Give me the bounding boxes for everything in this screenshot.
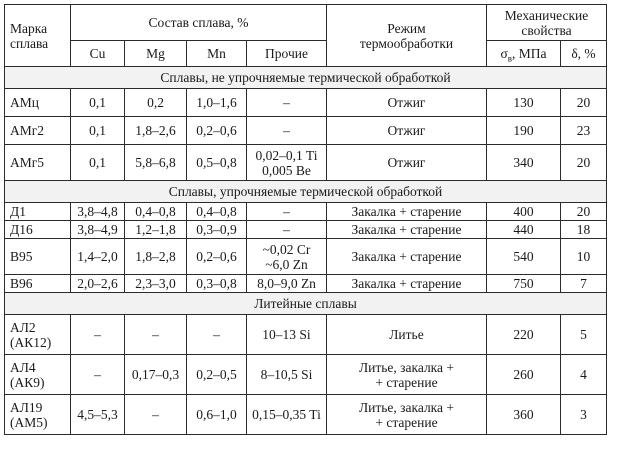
header-row-2 [5,41,607,67]
cell-other: 8,0–9,0 Zn [247,275,327,293]
cell-grade: АЛ4 (АК9) [5,355,71,395]
cell-sigma: 750 [487,275,561,293]
cell-delta: 20 [561,145,607,181]
cell-cu: – [71,355,125,395]
cell-delta: 10 [561,239,607,275]
cell-mn: – [187,315,247,355]
cell-treatment: Отжиг [327,117,487,145]
header-row-1 [5,5,607,41]
cell-grade: Д16 [5,221,71,239]
header-sigma: $\sigma_в$, МПа [487,41,561,67]
header-grade: Марка сплава [5,5,71,67]
table-row [5,89,607,117]
cell-delta: 4 [561,355,607,395]
cell-mn: 0,3–0,9 [187,221,247,239]
header-mg: Mg [125,41,187,67]
cell-mn: 0,4–0,8 [187,203,247,221]
cell-delta: 23 [561,117,607,145]
cell-treatment: Литье [327,315,487,355]
cell-sigma: 360 [487,395,561,435]
table-row [5,395,607,435]
header-composition: Состав сплава, % [71,5,327,41]
cell-mn: 0,3–0,8 [187,275,247,293]
cell-sigma: 340 [487,145,561,181]
cell-mg: 0,4–0,8 [125,203,187,221]
cell-other: ~0,02 Cr ~6,0 Zn [247,239,327,275]
table-row [5,239,607,275]
cell-delta: 3 [561,395,607,435]
section-row [5,67,607,89]
section-hardened: Сплавы, упрочняемые термической обработкой [5,181,607,203]
cell-grade: АЛ19 (АМ5) [5,395,71,435]
cell-mg: 1,2–1,8 [125,221,187,239]
cell-sigma: 400 [487,203,561,221]
cell-other: 0,15–0,35 Ti [247,395,327,435]
cell-treatment: Отжиг [327,145,487,181]
cell-mn: 0,2–0,6 [187,117,247,145]
cell-mg: – [125,395,187,435]
cell-other: – [247,203,327,221]
cell-delta: 20 [561,89,607,117]
cell-mn: 0,2–0,6 [187,239,247,275]
cell-grade: АМг2 [5,117,71,145]
cell-delta: 5 [561,315,607,355]
cell-sigma: 440 [487,221,561,239]
cell-mn: 0,6–1,0 [187,395,247,435]
cell-other: 0,02–0,1 Ti 0,005 Be [247,145,327,181]
table-row [5,145,607,181]
table-row [5,315,607,355]
cell-mg: 2,3–3,0 [125,275,187,293]
cell-mn: 1,0–1,6 [187,89,247,117]
table-row [5,117,607,145]
cell-grade: Д1 [5,203,71,221]
cell-mn: 0,2–0,5 [187,355,247,395]
cell-grade: АМц [5,89,71,117]
header-delta: δ, % [561,41,607,67]
section-row [5,181,607,203]
cell-delta: 20 [561,203,607,221]
cell-other: – [247,221,327,239]
cell-mg: 1,8–2,8 [125,239,187,275]
cell-cu: 2,0–2,6 [71,275,125,293]
cell-sigma: 260 [487,355,561,395]
cell-treatment: Закалка + старение [327,203,487,221]
cell-mg: 5,8–6,8 [125,145,187,181]
cell-delta: 7 [561,275,607,293]
section-row [5,293,607,315]
cell-treatment: Закалка + старение [327,275,487,293]
cell-other: – [247,89,327,117]
header-cu: Cu [71,41,125,67]
cell-mn: 0,5–0,8 [187,145,247,181]
cell-cu: – [71,315,125,355]
table-row [5,203,607,221]
table-row [5,275,607,293]
alloy-properties-table [4,4,607,435]
cell-mg: 0,2 [125,89,187,117]
cell-cu: 3,8–4,9 [71,221,125,239]
cell-treatment: Отжиг [327,89,487,117]
cell-treatment: Закалка + старение [327,239,487,275]
cell-grade: В95 [5,239,71,275]
cell-cu: 0,1 [71,145,125,181]
header-mn: Mn [187,41,247,67]
cell-cu: 3,8–4,8 [71,203,125,221]
cell-sigma: 540 [487,239,561,275]
table-row [5,355,607,395]
cell-treatment: Литье, закалка + + старение [327,395,487,435]
cell-grade: АЛ2 (АК12) [5,315,71,355]
header-mechanical: Механические свойства [487,5,607,41]
cell-other: 8–10,5 Si [247,355,327,395]
table-row [5,221,607,239]
header-other: Прочие [247,41,327,67]
cell-mg: 0,17–0,3 [125,355,187,395]
cell-mg: – [125,315,187,355]
alloy-table-container [4,4,607,435]
cell-cu: 1,4–2,0 [71,239,125,275]
section-cast: Литейные сплавы [5,293,607,315]
cell-other: 10–13 Si [247,315,327,355]
cell-cu: 0,1 [71,117,125,145]
cell-other: – [247,117,327,145]
cell-grade: В96 [5,275,71,293]
cell-sigma: 220 [487,315,561,355]
cell-sigma: 190 [487,117,561,145]
cell-treatment: Литье, закалка + + старение [327,355,487,395]
cell-cu: 0,1 [71,89,125,117]
header-treatment: Режим термообработки [327,5,487,67]
cell-treatment: Закалка + старение [327,221,487,239]
cell-grade: АМг5 [5,145,71,181]
section-non-hardened: Сплавы, не упрочняемые термической обработкой [5,67,607,89]
cell-delta: 18 [561,221,607,239]
cell-mg: 1,8–2,6 [125,117,187,145]
cell-cu: 4,5–5,3 [71,395,125,435]
cell-sigma: 130 [487,89,561,117]
